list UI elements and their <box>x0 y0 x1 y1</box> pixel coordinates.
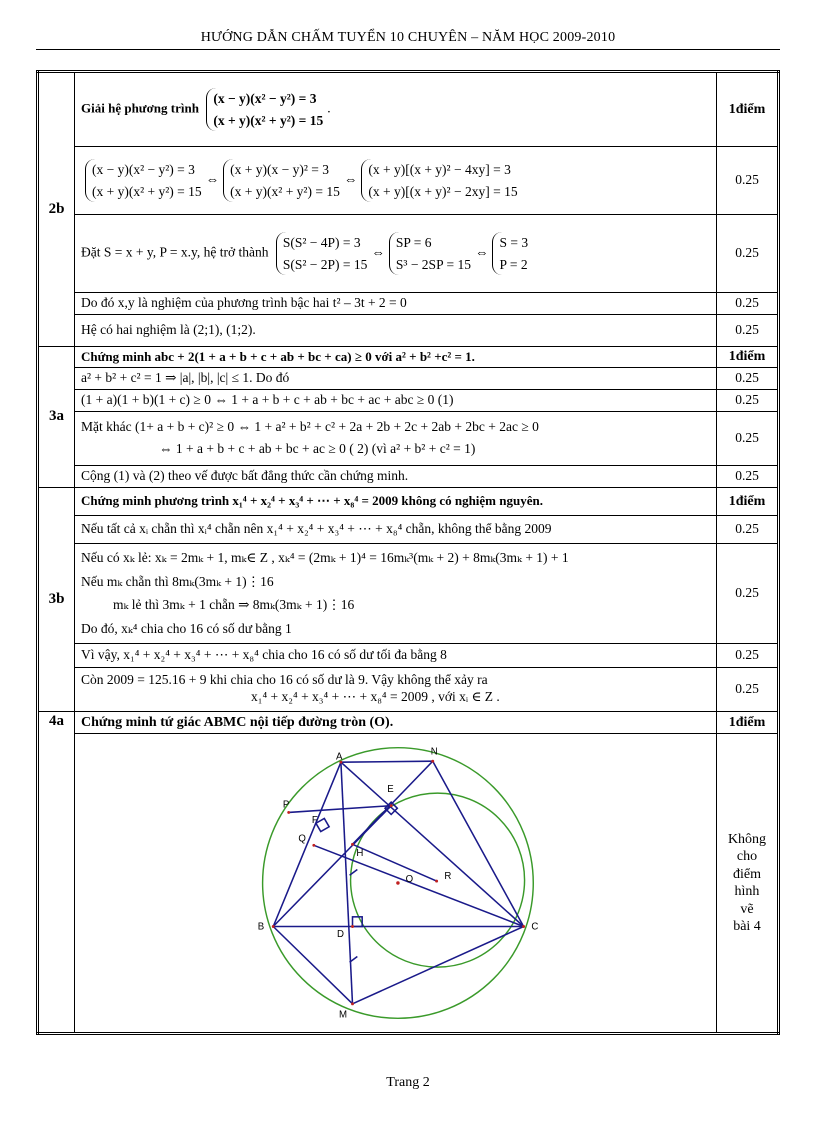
row-3a-s3 <box>75 411 717 465</box>
row-2b-step2-score: 0.25 <box>717 215 779 293</box>
row-2b-step2-a1: S(S² − 4P) = 3 <box>282 234 361 250</box>
label-B: B <box>257 921 264 933</box>
row-2b-step2-c1: S = 3 <box>499 234 529 250</box>
section-label-4a: 4a <box>38 711 75 1034</box>
page-footer: Trang 2 <box>386 1075 430 1090</box>
label-P: P <box>282 799 289 811</box>
row-4a-note-3: điểm <box>733 866 761 882</box>
row-2b-step1-a2: (x + y)(x² + y²) = 15 <box>92 183 202 199</box>
row-3a-s3-line2: ⇔ 1 + a + b + c + ab + bc + ac ≥ 0 ( 2) (vì a² + b² + c² = 1) <box>159 441 476 457</box>
section-label-2b: 2b <box>38 72 75 347</box>
row-2b-step2-b1: SP = 6 <box>395 234 432 250</box>
row-2b-step1: (x − y)(x² − y²) = 3 (x + y)(x² + y²) = 15 ⇔ (x + y)(x − y)² = 3 (x + y)(x² + y²) = 15 ⇔ (x + y)[(x + y)² − 4xy] = 3 (x + y)[(x + y)² − 2xy] = 15 <box>75 147 717 215</box>
label-M: M <box>338 1009 347 1021</box>
row-2b-step1-a1: (x − y)(x² − y²) = 3 <box>92 161 195 177</box>
section-label-3b: 3b <box>38 487 75 711</box>
row-2b-step1-sysB <box>223 159 340 202</box>
row-2b-step1-sysC <box>361 159 517 202</box>
row-4a-title-score: 1điểm <box>717 711 779 734</box>
row-2b-system <box>206 88 323 131</box>
row-3a-s2-score: 0.25 <box>717 390 779 412</box>
row-3b-s2-line1: Nếu có xₖ lẻ: xₖ = 2mₖ + 1, mₖ∈ Z , xₖ⁴ = (2mₖ + 1)⁴ = 16mₖ³(mₖ + 2) + 8mₖ(3mₖ + 1) + 1 <box>81 550 569 565</box>
row-2b-step3: Do đó x,y là nghiệm của phương trình bậc hai t² – 3t + 2 = 0 <box>75 293 717 315</box>
row-2b-step2-sysB <box>389 232 471 275</box>
row-2b-step2-text: Đặt S = x + y, P = x.y, hệ trở thành <box>81 244 269 260</box>
section-label-3a: 3a <box>38 346 75 487</box>
row-2b-step2: Đặt S = x + y, P = x.y, hệ trở thành S(S² − 4P) = 3 S(S² − 2P) = 15 ⇔ SP = 6 S³ − 2SP = 15 ⇔ S = 3 P = 2 <box>75 215 717 293</box>
row-2b-step1-c1: (x + y)[(x + y)² − 4xy] = 3 <box>368 161 511 177</box>
row-2b-step4: Hệ có hai nghiệm là (2;1), (1;2). <box>75 314 717 346</box>
row-3a-s1: a² + b² + c² = 1 ⇒ |a|, |b|, |c| ≤ 1. Do đó <box>75 368 717 390</box>
row-2b-step2-b2: S³ − 2SP = 15 <box>395 256 471 272</box>
label-D: D <box>336 929 344 941</box>
label-C: C <box>530 921 538 933</box>
row-3a-s4-score: 0.25 <box>717 465 779 487</box>
row-3b-s2-line4: Do đó, xₖ⁴ chia cho 16 có số dư bằng 1 <box>81 620 292 636</box>
label-O: O <box>405 874 413 886</box>
label-R: R <box>443 871 451 883</box>
row-2b-step2-sysA <box>276 232 368 275</box>
row-3b-s4-line2: x₁⁴ + x₂⁴ + x₃⁴ + ⋯ + x₈⁴ = 2009 , với xᵢ ∈ Z . <box>251 689 500 705</box>
row-4a-figure <box>75 734 717 1034</box>
row-2b-eq2: (x + y)(x² + y²) = 15 <box>213 112 324 128</box>
row-3b-s1: Nếu tất cả xᵢ chẵn thì xᵢ⁴ chẵn nên x₁⁴ + x₂⁴ + x₃⁴ + ⋯ + x₈⁴ chẵn, không thể bằng 2009 <box>75 515 717 543</box>
row-3a-s3-score: 0.25 <box>717 411 779 465</box>
row-3b-s2 <box>75 543 717 643</box>
row-2b-title: Giải hệ phương trình (x − y)(x² − y²) = 3 (x + y)(x² + y²) = 15 . <box>75 72 717 147</box>
row-4a-title: Chứng minh tứ giác ABMC nội tiếp đường tròn (O). <box>75 711 717 734</box>
row-2b-step2-sysC <box>492 232 528 275</box>
label-H: H <box>355 848 363 860</box>
row-3b-title: Chứng minh phương trình x₁⁴ + x₂⁴ + x₃⁴ + ⋯ + x₈⁴ = 2009 không có nghiệm nguyên. <box>75 487 717 515</box>
header-rule <box>36 49 780 50</box>
row-2b-title-text: Giải hệ phương trình <box>81 100 199 116</box>
label-F: F <box>311 815 318 827</box>
row-4a-note-5: vẽ <box>740 901 754 917</box>
row-4a-note-4: hình <box>734 884 760 900</box>
page-header: HƯỚNG DẪN CHẤM TUYỂN 10 CHUYÊN – NĂM HỌC 2009-2010 <box>200 30 616 45</box>
label-E: E <box>386 784 394 796</box>
row-4a-note-6: bài 4 <box>733 919 761 935</box>
row-4a-note-2: cho <box>736 849 758 865</box>
row-4a-note-1: Không <box>727 831 767 847</box>
row-3b-s1-score: 0.25 <box>717 515 779 543</box>
row-2b-step1-c2: (x + y)[(x + y)² − 2xy] = 15 <box>368 183 518 199</box>
row-3b-s4-line1: Còn 2009 = 125.16 + 9 khi chia cho 16 có số dư là 9. Vậy không thể xảy ra <box>81 672 488 688</box>
row-3b-s4-score: 0.25 <box>717 667 779 711</box>
row-3b-s2-line3: mₖ lẻ thì 3mₖ + 1 chẵn ⇒ 8mₖ(3mₖ + 1)⋮16 <box>113 597 355 613</box>
row-3b-s3-score: 0.25 <box>717 643 779 667</box>
row-2b-step2-c2: P = 2 <box>499 256 528 272</box>
row-3a-s3-line1: Mặt khác (1+ a + b + c)² ≥ 0 ⇔ 1 + a² + b² + c² + 2a + 2b + 2c + 2ab + 2bc + 2ac ≥ 0 <box>81 418 539 434</box>
label-Q: Q <box>297 833 306 845</box>
row-2b-step4-score: 0.25 <box>717 314 779 346</box>
row-3b-s2-line2: Nếu mₖ chẵn thì 8mₖ(3mₖ + 1)⋮16 <box>81 573 274 589</box>
row-4a-note <box>717 734 779 1034</box>
row-3a-s4: Cộng (1) và (2) theo vế được bất đẳng thức cần chứng minh. <box>75 465 717 487</box>
row-2b-eq1: (x − y)(x² − y²) = 3 <box>213 90 317 106</box>
row-3a-s2: (1 + a)(1 + b)(1 + c) ≥ 0 ⇔ 1 + a + b + c + ab + bc + ac + abc ≥ 0 (1) <box>75 390 717 412</box>
row-3b-title-score: 1điểm <box>717 487 779 515</box>
geometry-figure <box>246 738 546 1028</box>
label-N: N <box>430 746 438 758</box>
row-3b-s2-score: 0.25 <box>717 543 779 643</box>
row-2b-step1-b1: (x + y)(x − y)² = 3 <box>230 161 330 177</box>
grading-table <box>36 70 780 1035</box>
label-A: A <box>335 751 343 763</box>
row-2b-step3-score: 0.25 <box>717 293 779 315</box>
row-3a-s1-score: 0.25 <box>717 368 779 390</box>
row-3b-s4 <box>75 667 717 711</box>
row-2b-step1-score: 0.25 <box>717 147 779 215</box>
row-2b-title-score: 1điểm <box>717 72 779 147</box>
row-2b-step2-a2: S(S² − 2P) = 15 <box>282 256 368 272</box>
row-3a-title-score: 1điểm <box>717 346 779 367</box>
row-2b-step1-sysA <box>85 159 202 202</box>
row-3b-s3: Vì vậy, x₁⁴ + x₂⁴ + x₃⁴ + ⋯ + x₈⁴ chia cho 16 có số dư tối đa bằng 8 <box>75 643 717 667</box>
row-3a-title: Chứng minh abc + 2(1 + a + b + c + ab + bc + ca) ≥ 0 với a² + b² +c² = 1. <box>75 346 717 367</box>
row-2b-step1-b2: (x + y)(x² + y²) = 15 <box>230 183 340 199</box>
